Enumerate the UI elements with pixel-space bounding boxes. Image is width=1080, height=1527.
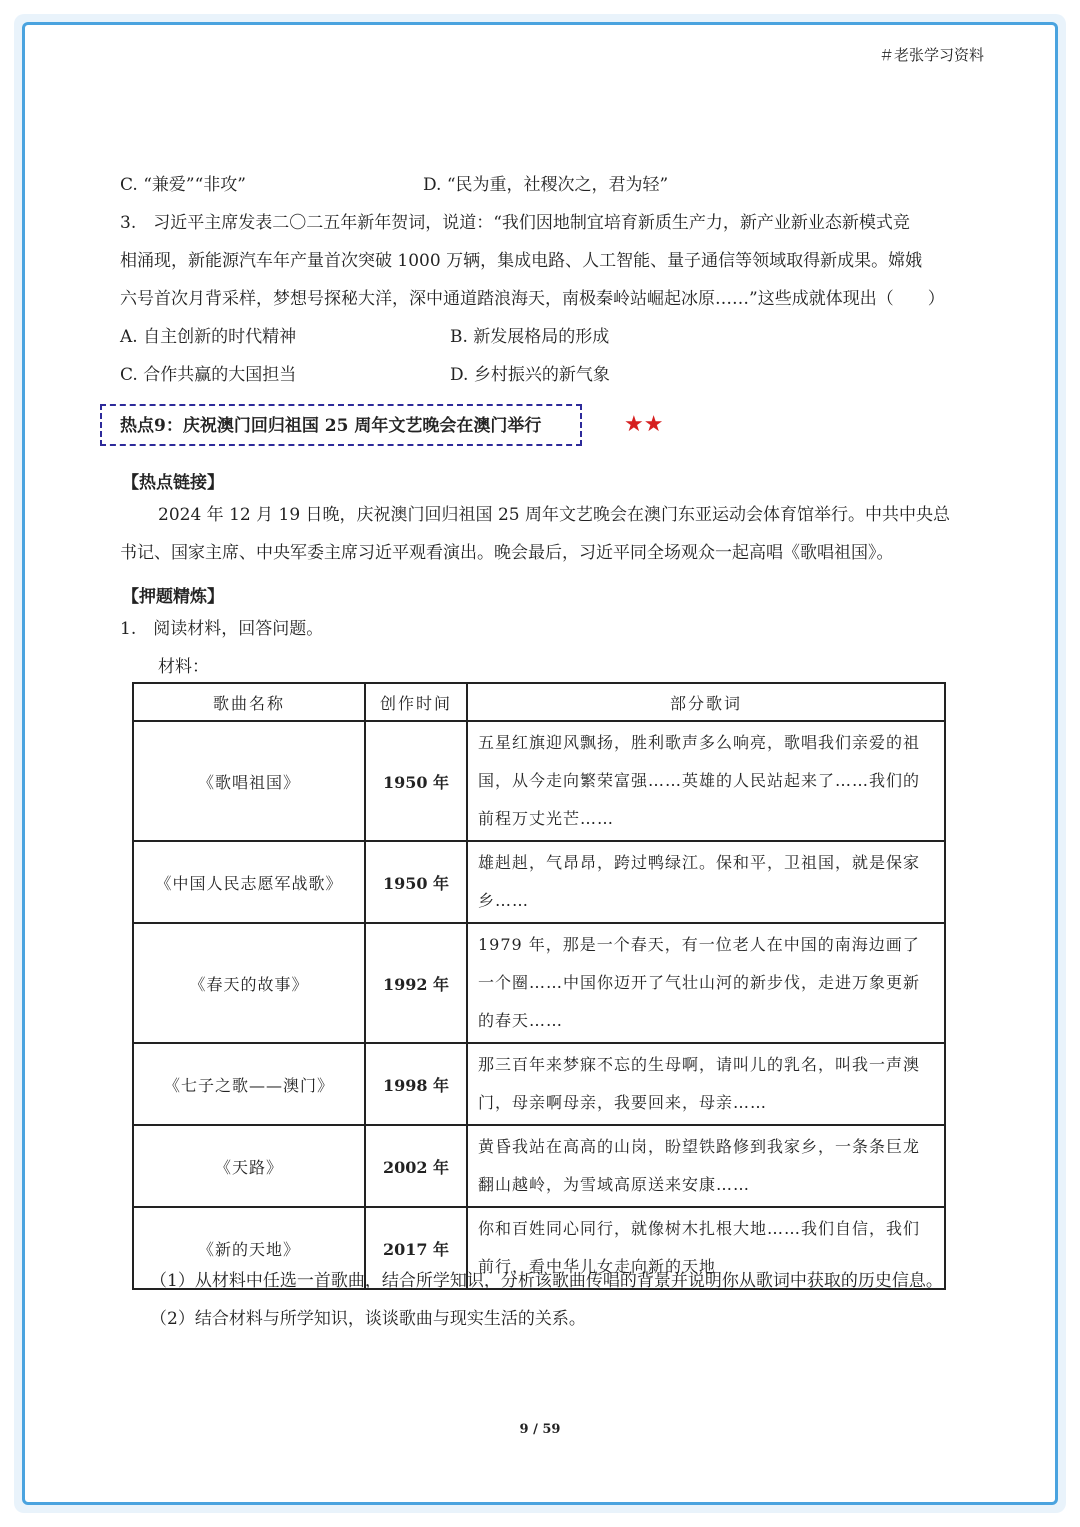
header-lyrics: 部分歌词 — [467, 683, 945, 721]
song-name: 《中国人民志愿军战歌》 — [133, 841, 365, 923]
q3-line-1: 3. 习近平主席发表二〇二五年新年贺词，说道：“我们因地制宜培育新质生产力，新产业新业态新模式竞 — [120, 213, 910, 233]
q3-line-2: 相涌现，新能源汽车年产量首次突破 1000 万辆，集成电路、人工智能、量子通信等领域取得新成果。嫦娥 — [120, 251, 923, 271]
table-row — [133, 1043, 945, 1125]
watermark-label: ＃老张学习资料 — [878, 46, 984, 64]
song-name: 《七子之歌——澳门》 — [133, 1043, 365, 1125]
q2-option-c: C. “兼爱”“非攻” — [120, 175, 246, 195]
table-header-row — [133, 683, 945, 721]
table-row — [133, 923, 945, 1043]
header-year: 创作时间 — [365, 683, 467, 721]
hotspot-title: 热点9：庆祝澳门回归祖国 25 周年文艺晚会在澳门举行 — [120, 416, 542, 436]
song-lyric: 雄赳赳，气昂昂，跨过鸭绿江。保和平，卫祖国，就是保家乡…… — [467, 841, 945, 923]
song-lyric: 五星红旗迎风飘扬，胜利歌声多么响亮，歌唱我们亲爱的祖国，从今走向繁荣富强……英雄的人民站起来了……我们的前程万丈光芒…… — [467, 721, 945, 841]
table-row — [133, 1125, 945, 1207]
q3-option-c: C. 合作共赢的大国担当 — [120, 365, 297, 385]
header-song-name: 歌曲名称 — [133, 683, 365, 721]
q3-option-b: B. 新发展格局的形成 — [450, 327, 610, 347]
rating-stars: ★★ — [624, 412, 664, 437]
link-section-heading: 【热点链接】 — [122, 473, 224, 493]
q3-option-d: D. 乡村振兴的新气象 — [450, 365, 610, 385]
page-number: 9 / 59 — [519, 1422, 561, 1437]
song-lyric: 那三百年来梦寐不忘的生母啊，请叫儿的乳名，叫我一声澳门，母亲啊母亲，我要回来，母亲…… — [467, 1043, 945, 1125]
q2-option-d: D. “民为重，社稷次之，君为轻” — [423, 175, 669, 195]
table-row — [133, 721, 945, 841]
song-year: 1992 年 — [365, 923, 467, 1043]
song-name: 《歌唱祖国》 — [133, 721, 365, 841]
song-year: 2017 年 — [365, 1207, 467, 1289]
table-row — [133, 841, 945, 923]
song-lyric: 你和百姓同心同行，就像树木扎根大地……我们自信，我们前行，看中华儿女走向新的天地 — [467, 1207, 945, 1289]
song-year: 1950 年 — [365, 721, 467, 841]
song-year: 1950 年 — [365, 841, 467, 923]
songs-table — [132, 682, 946, 1290]
sub-question-1: （1）从材料中任选一首歌曲，结合所学知识，分析该歌曲传唱的背景并说明你从歌词中获取的历史信息。 — [150, 1271, 943, 1291]
exercise-section-heading: 【押题精炼】 — [122, 587, 224, 607]
song-name: 《新的天地》 — [133, 1207, 365, 1289]
q3-line-3: 六号首次月背采样，梦想号探秘大洋，深中通道踏浪海天，南极秦岭站崛起冰原……”这些成就体现出（ ） — [120, 289, 945, 309]
material-label: 材料： — [158, 657, 209, 677]
q1-intro: 1. 阅读材料，回答问题。 — [120, 619, 324, 639]
link-paragraph-line-2: 书记、国家主席、中央军委主席习近平观看演出。晚会最后，习近平同全场观众一起高唱《歌唱祖国》。 — [120, 543, 894, 563]
song-name: 《天路》 — [133, 1125, 365, 1207]
song-lyric: 1979 年，那是一个春天，有一位老人在中国的南海边画了一个圈……中国你迈开了气壮山河的新步伐，走进万象更新的春天…… — [467, 923, 945, 1043]
song-name: 《春天的故事》 — [133, 923, 365, 1043]
hotspot-title-box — [100, 404, 582, 446]
song-lyric: 黄昏我站在高高的山岗，盼望铁路修到我家乡，一条条巨龙翻山越岭，为雪域高原送来安康…… — [467, 1125, 945, 1207]
song-year: 2002 年 — [365, 1125, 467, 1207]
link-paragraph-line-1: 2024 年 12 月 19 日晚，庆祝澳门回归祖国 25 周年文艺晚会在澳门东亚运动会体育馆举行。中共中央总 — [158, 505, 950, 525]
q3-option-a: A. 自主创新的时代精神 — [120, 327, 297, 347]
song-year: 1998 年 — [365, 1043, 467, 1125]
sub-question-2: （2）结合材料与所学知识，谈谈歌曲与现实生活的关系。 — [150, 1309, 586, 1329]
